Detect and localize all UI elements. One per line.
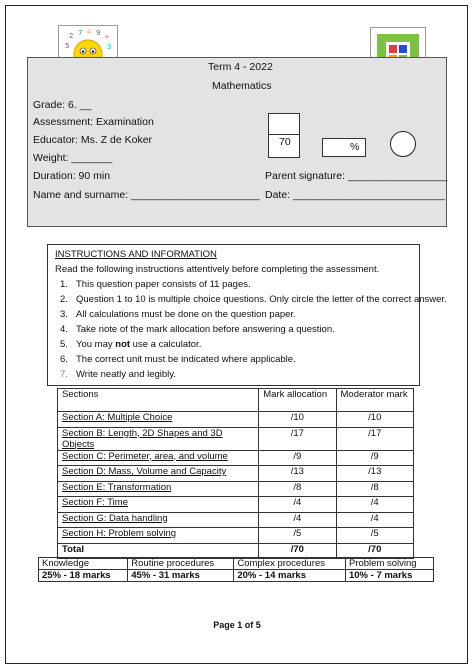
mark-cell: /10 [259, 412, 336, 428]
mark-cell: /17 [259, 427, 336, 450]
instruction-item: 3. All calculations must be done on the question paper. [60, 309, 296, 320]
section-cell: Section B: Length, 2D Shapes and 3D Objects [58, 427, 259, 450]
moderator-cell: /4 [336, 497, 413, 513]
mark-cell: /13 [259, 466, 336, 482]
table-row [39, 570, 434, 582]
instruction-item: 7. Write neatly and legibly. [60, 369, 176, 380]
duration-label: Duration: 90 min [33, 170, 111, 182]
total-label: Total [58, 543, 259, 559]
grade-circle [390, 131, 416, 157]
instructions-intro: Read the following instructions attentively before completing the assessment. [55, 264, 380, 275]
section-cell: Section E: Transformation [58, 481, 259, 497]
total-mark: /70 [259, 543, 336, 559]
cognitive-levels-table [38, 557, 434, 582]
term-label: Term 4 - 2022 [208, 61, 273, 73]
header-complex-procedures: Complex procedures [234, 558, 346, 570]
table-row [58, 427, 414, 450]
svg-text:4: 4 [87, 28, 92, 36]
instruction-item: 6. The correct unit must be indicated where applicable. [60, 354, 296, 365]
table-row [58, 466, 414, 482]
svg-text:5: 5 [65, 42, 70, 50]
name-field: Name and surname: ______________________ [33, 189, 260, 201]
knowledge-value: 25% - 18 marks [39, 570, 128, 582]
svg-text:3: 3 [107, 43, 112, 51]
mark-cell: /8 [259, 481, 336, 497]
moderator-cell: /5 [336, 528, 413, 544]
header-panel [27, 57, 447, 227]
mark-cell: /4 [259, 497, 336, 513]
moderator-cell: /13 [336, 466, 413, 482]
svg-text:9: 9 [96, 29, 101, 37]
moderator-cell: /8 [336, 481, 413, 497]
header-sections: Sections [58, 389, 259, 412]
mark-cell: /4 [259, 512, 336, 528]
percent-sign: % [350, 141, 360, 153]
header-knowledge: Knowledge [39, 558, 128, 570]
date-field: Date: __________________________ [265, 189, 445, 201]
table-row [58, 412, 414, 428]
moderator-cell: /9 [336, 450, 413, 466]
header-moderator-mark: Moderator mark [336, 389, 413, 412]
mark-cell: /9 [259, 450, 336, 466]
routine-value: 45% - 31 marks [128, 570, 234, 582]
instructions-title: INSTRUCTIONS AND INFORMATION [55, 249, 217, 260]
moderator-cell: /10 [336, 412, 413, 428]
parent-signature-field: Parent signature: _________________ [265, 170, 448, 182]
subject-label: Mathematics [212, 80, 272, 92]
section-cell: Section H: Problem solving [58, 528, 259, 544]
section-cell: Section G: Data handling [58, 512, 259, 528]
table-row [58, 497, 414, 513]
sections-table [57, 388, 414, 559]
table-row [58, 512, 414, 528]
instruction-item: 1. This question paper consists of 11 pages. [60, 279, 251, 290]
svg-text:2: 2 [69, 32, 74, 40]
section-cell: Section A: Multiple Choice [58, 412, 259, 428]
grade-field: Grade: 6. __ [33, 99, 92, 111]
table-row [58, 450, 414, 466]
table-row [58, 528, 414, 544]
instruction-item: 5. You may not use a calculator. [60, 339, 202, 350]
table-header-row [39, 558, 434, 570]
weight-field: Weight: _______ [33, 152, 113, 164]
instruction-item: 4. Take note of the mark allocation before answering a question. [60, 324, 335, 335]
moderator-cell: /4 [336, 512, 413, 528]
header-mark-allocation: Mark allocation [259, 389, 336, 412]
problem-solving-value: 10% - 7 marks [345, 570, 433, 582]
header-problem-solving: Problem solving [345, 558, 433, 570]
score-box [268, 113, 300, 158]
educator-label: Educator: Ms. Z de Koker [33, 134, 153, 146]
section-cell: Section C: Perimeter, area, and volume [58, 450, 259, 466]
table-row [58, 481, 414, 497]
assessment-label: Assessment: Examination [33, 116, 154, 128]
svg-text:7: 7 [78, 29, 83, 37]
instruction-item: 2. Question 1 to 10 is multiple choice questions. Only circle the letter of the correct answer. [60, 294, 447, 305]
moderator-cell: /17 [336, 427, 413, 450]
page-number: Page 1 of 5 [213, 620, 261, 630]
section-cell: Section D: Mass, Volume and Capacity [58, 466, 259, 482]
table-header-row [58, 389, 414, 412]
instructions-box [47, 244, 447, 386]
complex-value: 20% - 14 marks [234, 570, 346, 582]
total-moderator-mark: /70 [336, 543, 413, 559]
header-routine-procedures: Routine procedures [128, 558, 234, 570]
percent-box [322, 138, 366, 157]
total-marks: 70 [279, 136, 291, 148]
mark-cell: /5 [259, 528, 336, 544]
section-cell: Section F: Time [58, 497, 259, 513]
svg-text:+: + [104, 33, 110, 41]
